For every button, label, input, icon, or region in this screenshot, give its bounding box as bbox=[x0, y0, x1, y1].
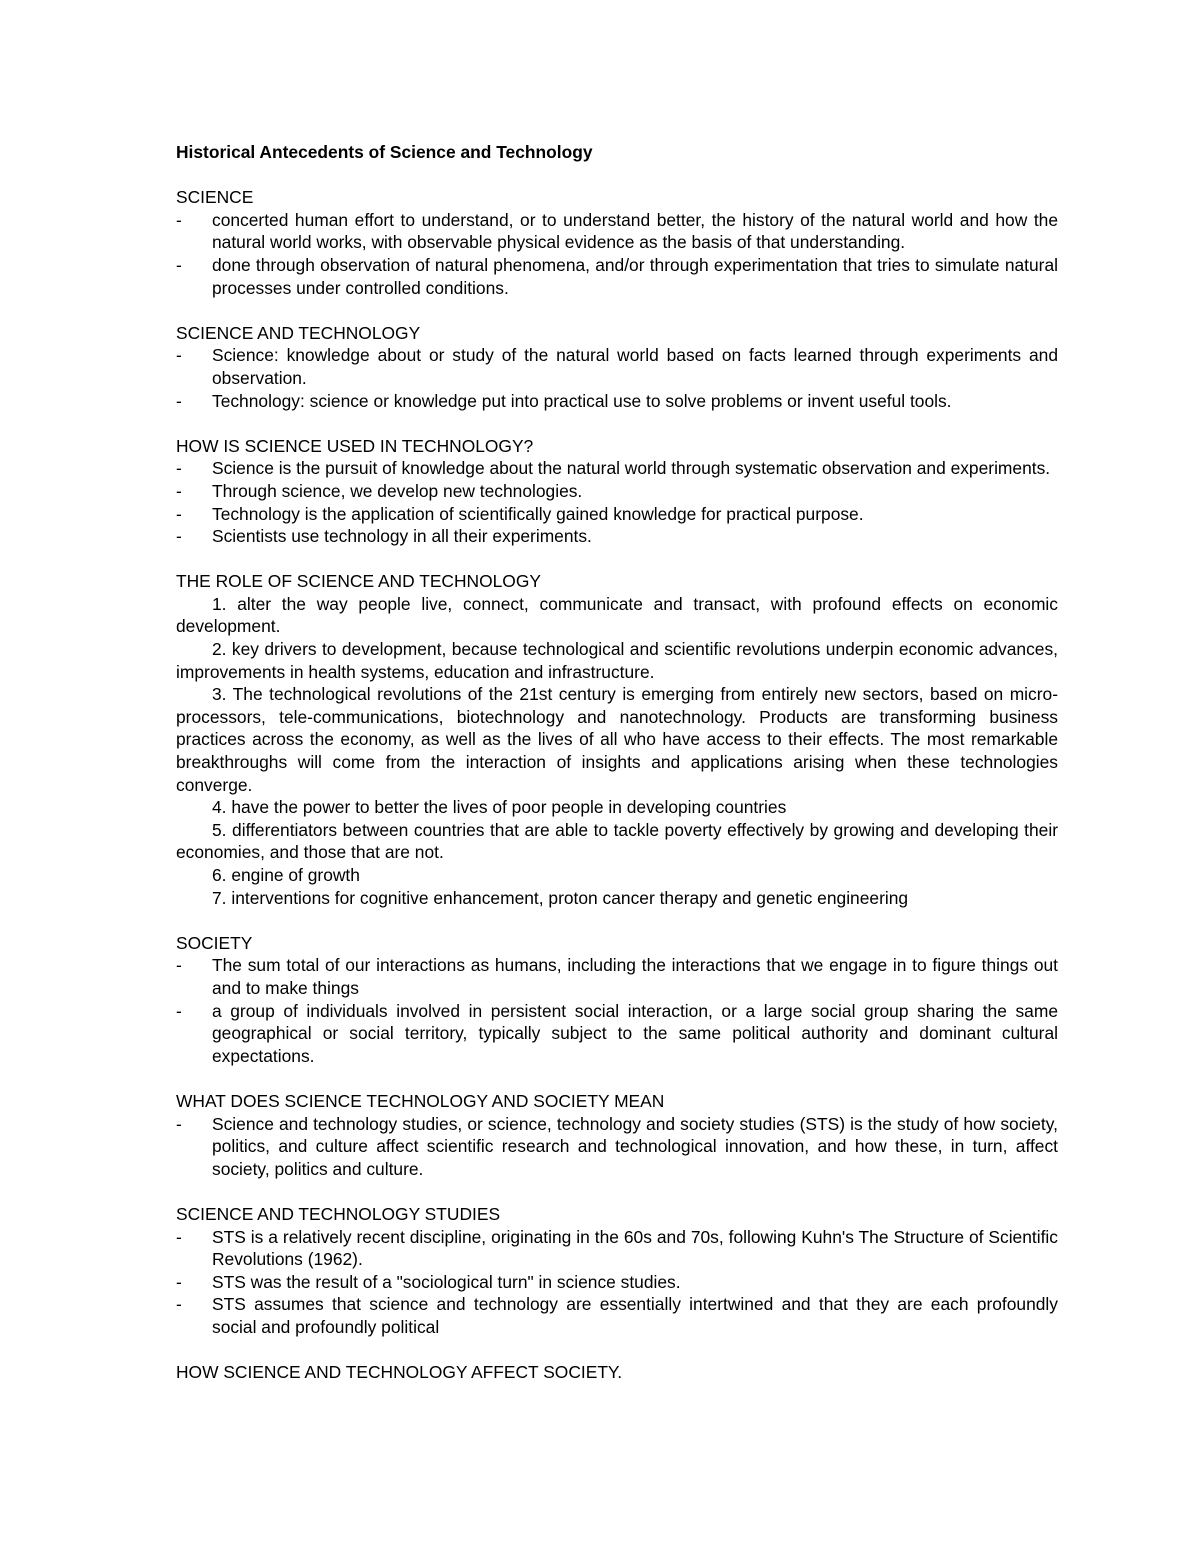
section-heading: SCIENCE bbox=[176, 187, 254, 208]
numbered-item: 1. alter the way people live, connect, communicate and transact, with profound effects on economic development. bbox=[176, 593, 1058, 637]
document-title: Historical Antecedents of Science and Technology bbox=[176, 142, 593, 162]
section-heading: SOCIETY bbox=[176, 932, 253, 953]
list-item: - Science: knowledge about or study of the natural world based on facts learned through experiments and observation. bbox=[176, 344, 1058, 389]
section-heading: SCIENCE AND TECHNOLOGY STUDIES bbox=[176, 1203, 501, 1224]
numbered-item: 2. key drivers to development, because technological and scientific revolutions underpin economic advances, improvements in health systems, education and infrastructure. bbox=[176, 639, 1058, 682]
section-affect-society bbox=[176, 1361, 1058, 1384]
list-item: - STS was the result of a "sociological turn" in science studies. bbox=[176, 1271, 1058, 1294]
numbered-item: 6. engine of growth bbox=[212, 865, 360, 885]
section-how-is-science-used bbox=[176, 435, 1058, 548]
numbered-item: 3. The technological revolutions of the 21st century is emerging from entirely new sectors, based on micro-processors, tele-communications, biotechnology and nanotechnology. Products are transforming business practices across the economy, as well as the lives of all who have access to their effects. The most remarkable breakthroughs will come from the interaction of insights and applications arising when these technologies converge. bbox=[176, 684, 1058, 795]
list-item: - a group of individuals involved in persistent social interaction, or a large social group sharing the same geographical or social territory, typically subject to the same political authority and dominant cultural expectations. bbox=[176, 1000, 1058, 1068]
numbered-item: 5. differentiators between countries that are able to tackle poverty effectively by growing and developing their economies, and those that are not. bbox=[176, 819, 1058, 863]
section-heading: THE ROLE OF SCIENCE AND TECHNOLOGY bbox=[176, 571, 541, 592]
numbered-list bbox=[176, 593, 1058, 909]
list-item: - concerted human effort to understand, or to understand better, the history of the natural world and how the natural world works, with observable physical evidence as the basis of that understanding. bbox=[176, 209, 1058, 254]
list-item: - Science and technology studies, or science, technology and society studies (STS) is the study of how society, politics, and culture affect scientific research and technological innovation, and how these, in turn, affect society, politics and culture. bbox=[176, 1113, 1058, 1181]
section-heading: HOW IS SCIENCE USED IN TECHNOLOGY? bbox=[176, 435, 534, 456]
section-heading: WHAT DOES SCIENCE TECHNOLOGY AND SOCIETY MEAN bbox=[176, 1090, 665, 1111]
bullet-list bbox=[176, 344, 1058, 412]
bullet-list bbox=[176, 457, 1058, 547]
section-sts-meaning bbox=[176, 1090, 1058, 1180]
section-role-of-science bbox=[176, 570, 1058, 909]
bullet-list bbox=[176, 1113, 1058, 1181]
numbered-item: 4. have the power to better the lives of poor people in developing countries bbox=[212, 797, 787, 818]
section-science bbox=[176, 186, 1058, 299]
numbered-item: 7. interventions for cognitive enhancement, proton cancer therapy and genetic engineering bbox=[212, 887, 909, 908]
bullet-list bbox=[176, 1226, 1058, 1339]
bullet-list bbox=[176, 209, 1058, 299]
section-heading: SCIENCE AND TECHNOLOGY bbox=[176, 322, 421, 343]
list-item: - Technology is the application of scientifically gained knowledge for practical purpose. bbox=[176, 503, 1058, 526]
list-item: - Scientists use technology in all their experiments. bbox=[176, 525, 1058, 548]
section-society bbox=[176, 932, 1058, 1068]
bullet-list bbox=[176, 954, 1058, 1067]
list-item: - Technology: science or knowledge put into practical use to solve problems or invent useful tools. bbox=[176, 390, 1058, 413]
section-heading: HOW SCIENCE AND TECHNOLOGY AFFECT SOCIETY. bbox=[176, 1362, 623, 1383]
section-science-and-technology bbox=[176, 322, 1058, 412]
list-item: - Through science, we develop new technologies. bbox=[176, 480, 1058, 503]
list-item: - STS assumes that science and technology are essentially intertwined and that they are each profoundly social and profoundly political bbox=[176, 1293, 1058, 1338]
list-item: - done through observation of natural phenomena, and/or through experimentation that tries to simulate natural processes under controlled conditions. bbox=[176, 254, 1058, 299]
list-item: - The sum total of our interactions as humans, including the interactions that we engage in to figure things out and to make things bbox=[176, 954, 1058, 999]
list-item: - STS is a relatively recent discipline, originating in the 60s and 70s, following Kuhn's The Structure of Scientific Revolutions (1962). bbox=[176, 1226, 1058, 1271]
list-item: - Science is the pursuit of knowledge about the natural world through systematic observation and experiments. bbox=[176, 457, 1058, 480]
section-sts-studies bbox=[176, 1203, 1058, 1339]
document-page bbox=[176, 141, 1058, 1406]
